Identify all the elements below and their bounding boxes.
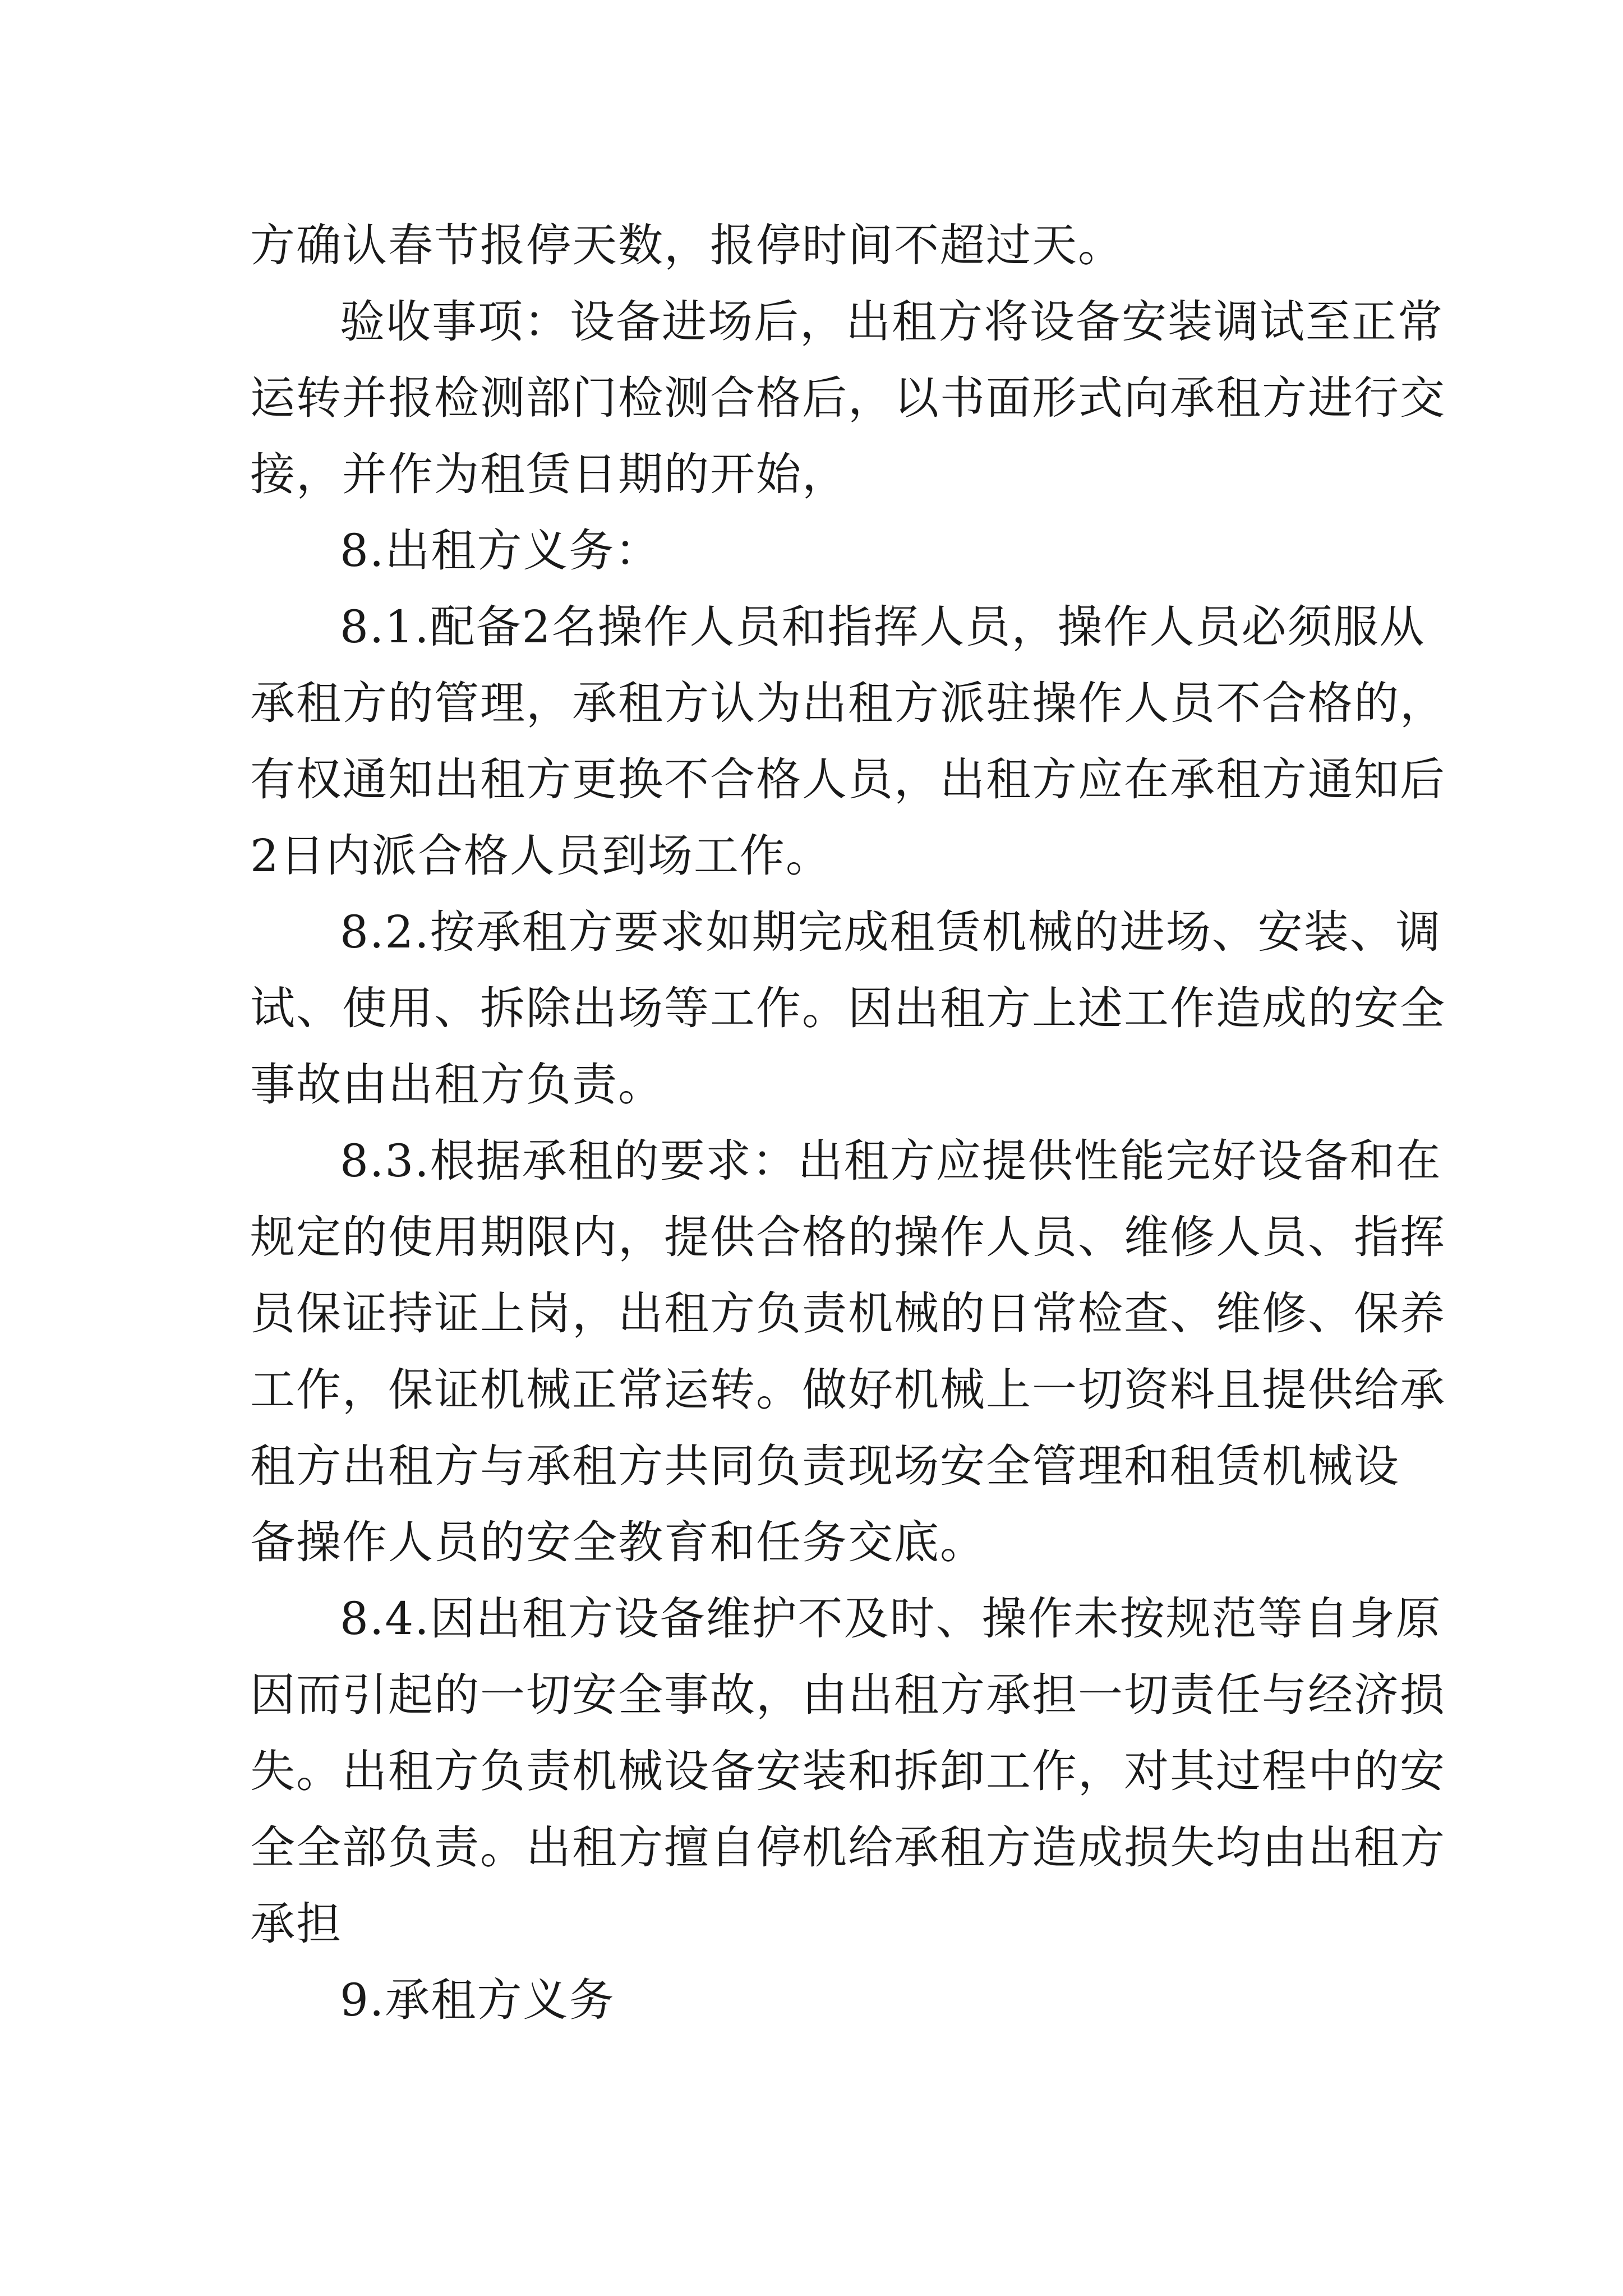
text-line: 备操作人员的安全教育和任务交底。 — [250, 1516, 986, 1568]
text-line: 有权通知出租方更换不合格人员，出租方应在承租方通知后 — [250, 753, 1446, 806]
text-line: 承租方的管理，承租方认为出租方派驻操作人员不合格的， — [250, 677, 1446, 729]
text-line: 8.2.按承租方要求如期完成租赁机械的进场、安装、调 — [340, 906, 1442, 958]
text-line: 失。出租方负责机械设备安装和拆卸工作，对其过程中的安 — [250, 1745, 1446, 1797]
text-line: 验收事项：设备进场后，出租方将设备安装调试至正常 — [340, 296, 1444, 348]
text-line: 方确认春节报停天数，报停时间不超过天。 — [250, 219, 1124, 272]
text-line: 8.3.根据承租的要求：出租方应提供性能完好设备和在 — [340, 1135, 1442, 1187]
text-line: 因而引起的一切安全事故，由出租方承担一切责任与经济损 — [250, 1669, 1446, 1721]
text-line: 8.4.因出租方设备维护不及时、操作未按规范等自身原 — [340, 1593, 1442, 1645]
text-line: 工作，保证机械正常运转。做好机械上一切资料且提供给承 — [250, 1364, 1446, 1416]
text-line: 运转并报检测部门检测合格后，以书面形式向承租方进行交 — [250, 372, 1446, 424]
text-line: 规定的使用期限内，提供合格的操作人员、维修人员、指挥 — [250, 1211, 1446, 1263]
text-line: 事故由出租方负责。 — [250, 1059, 664, 1111]
text-line: 全全部负责。出租方擅自停机给承租方造成损失均由出租方 — [250, 1821, 1446, 1874]
text-line: 试、使用、拆除出场等工作。因出租方上述工作造成的安全 — [250, 982, 1446, 1034]
section-heading: 8.出租方义务： — [340, 524, 661, 577]
text-line: 员保证持证上岗，出租方负责机械的日常检查、维修、保养 — [250, 1287, 1446, 1340]
document-body — [250, 208, 1446, 2039]
text-line: 8.1.配备2名操作人员和指挥人员，操作人员必须服从 — [340, 601, 1426, 653]
text-line: 2日内派合格人员到场工作。 — [250, 830, 832, 882]
text-line: 租方出租方与承租方共同负责现场安全管理和租赁机械设 — [250, 1440, 1400, 1492]
section-heading: 9.承租方义务 — [340, 1974, 615, 2026]
text-line: 接，并作为租赁日期的开始， — [250, 448, 848, 500]
text-line: 承担 — [250, 1898, 342, 1950]
